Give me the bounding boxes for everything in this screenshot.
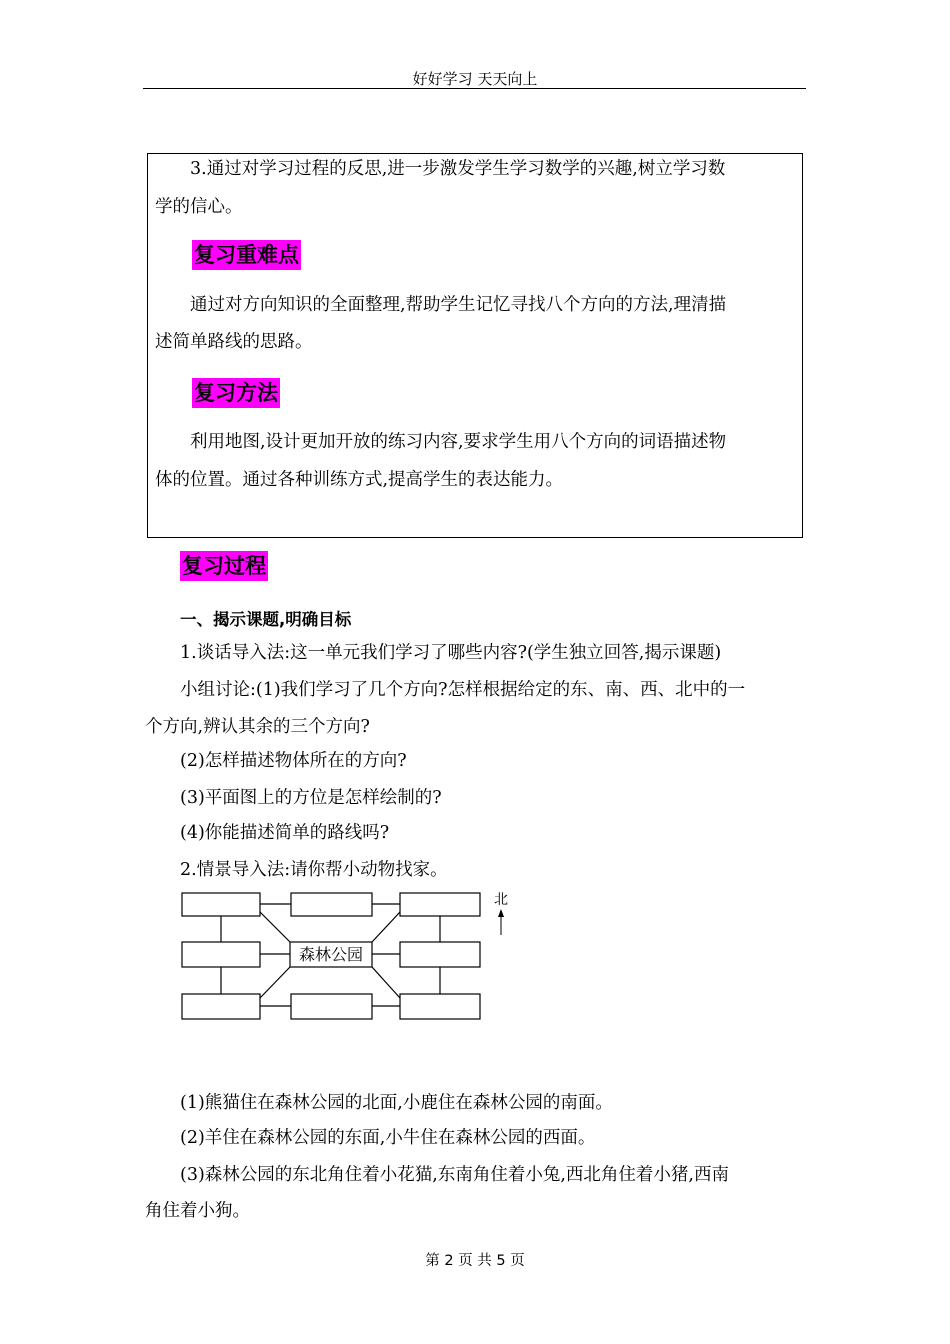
process-line-5: (3)平面图上的方位是怎样绘制的? <box>180 788 442 808</box>
heading-process: 复习过程 <box>180 551 268 581</box>
para1-line2: 学的信心。 <box>155 197 243 217</box>
para1-line1: 3.通过对学习过程的反思,进一步激发学生学习数学的兴趣,树立学习数 <box>190 159 726 179</box>
para3-line2: 体的位置。通过各种训练方式,提高学生的表达能力。 <box>155 470 564 490</box>
map-box-south <box>291 994 372 1019</box>
process-line-1: 1.谈话导入法:这一单元我们学习了哪些内容?(学生独立回答,揭示课题) <box>180 643 722 663</box>
map-box-southeast <box>400 994 480 1019</box>
process-line-3: 个方向,辨认其余的三个方向? <box>145 717 370 737</box>
para2-line1: 通过对方向知识的全面整理,帮助学生记忆寻找八个方向的方法,理清描 <box>190 295 727 315</box>
map-box-northwest <box>182 893 260 916</box>
map-center-label: 森林公园 <box>298 945 364 964</box>
question-2: (2)羊住在森林公园的东面,小牛住在森林公园的西面。 <box>180 1128 596 1148</box>
map-box-southwest <box>182 994 260 1019</box>
section-heading-1: 一、揭示课题,明确目标 <box>180 610 352 629</box>
page-header-title: 好好学习 天天向上 <box>412 70 538 88</box>
heading-key-points: 复习重难点 <box>192 240 301 270</box>
north-arrow-icon <box>498 909 504 917</box>
map-box-north <box>291 893 372 916</box>
map-box-northeast <box>400 893 480 916</box>
heading-methods: 复习方法 <box>192 378 280 408</box>
process-line-4: (2)怎样描述物体所在的方向? <box>180 751 407 771</box>
page-number: 第 2 页 共 5 页 <box>425 1253 525 1269</box>
para3-line1: 利用地图,设计更加开放的练习内容,要求学生用八个方向的词语描述物 <box>190 432 727 452</box>
process-line-6: (4)你能描述简单的路线吗? <box>180 823 390 843</box>
question-3-line1: (3)森林公园的东北角住着小花猫,东南角住着小兔,西北角住着小猪,西南 <box>180 1165 729 1185</box>
question-3-line2: 角住着小狗。 <box>145 1201 250 1221</box>
process-line-7: 2.情景导入法:请你帮小动物找家。 <box>180 860 448 880</box>
map-box-west <box>182 942 260 967</box>
question-1: (1)熊猫住在森林公园的北面,小鹿住在森林公园的南面。 <box>180 1093 613 1113</box>
north-label: 北 <box>494 892 508 908</box>
map-box-east <box>400 942 480 967</box>
process-line-2: 小组讨论:(1)我们学习了几个方向?怎样根据给定的东、南、西、北中的一 <box>180 680 746 700</box>
para2-line2: 述简单路线的思路。 <box>155 332 313 352</box>
